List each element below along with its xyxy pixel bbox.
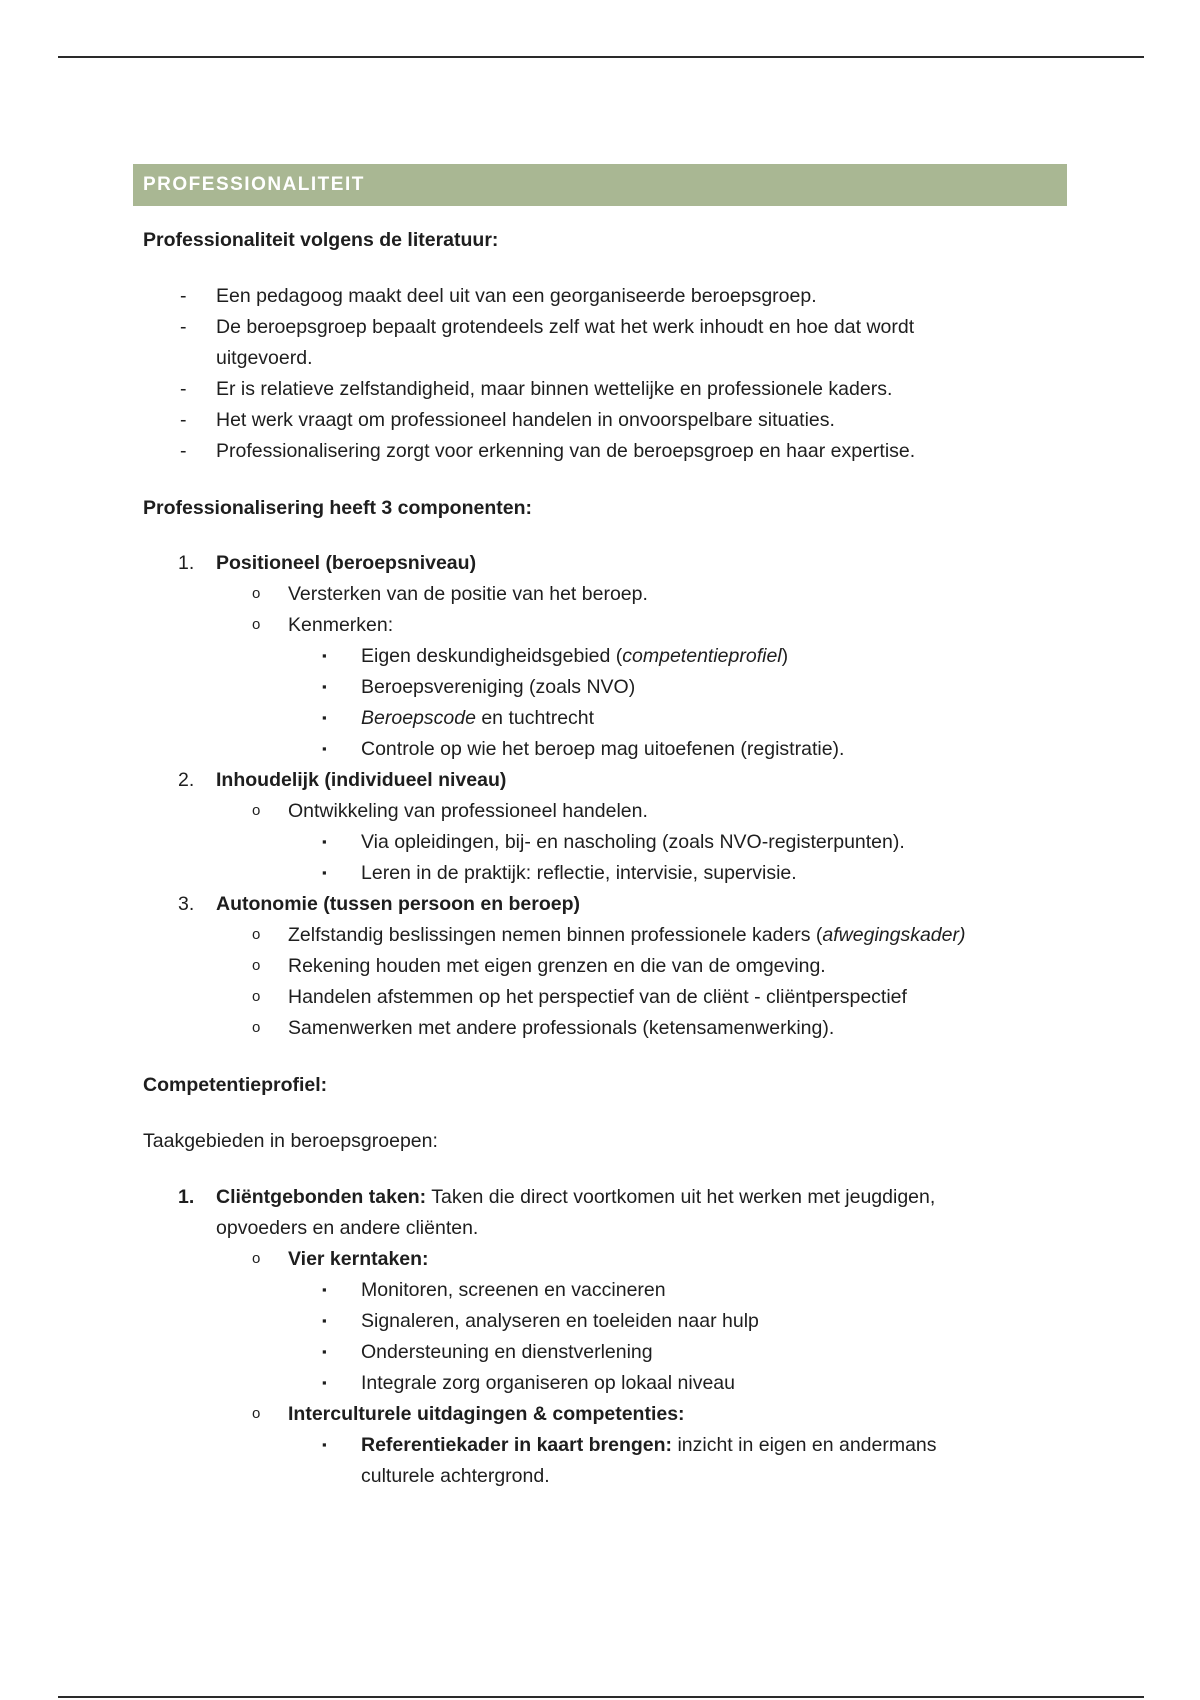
literature-item: Professionalisering zorgt voor erkenning van de beroepsgroep en haar expertise. bbox=[216, 440, 916, 462]
square-bullet: ▪ bbox=[322, 865, 327, 880]
referentiekader-item: Referentiekader in kaart brengen: inzicht in eigen en andermans bbox=[361, 1434, 937, 1456]
dash-bullet: - bbox=[180, 409, 187, 431]
kerntaak-item: Signaleren, analyseren en toeleiden naar hulp bbox=[361, 1310, 759, 1332]
component-subitem: Ontwikkeling van professioneel handelen. bbox=[288, 800, 648, 822]
literature-item: Het werk vraagt om professioneel handelen in onvoorspelbare situaties. bbox=[216, 409, 835, 431]
list-number: 1. bbox=[178, 1186, 195, 1208]
kerntaak-item: Monitoren, screenen en vaccineren bbox=[361, 1279, 666, 1301]
component-title-autonomie: Autonomie (tussen persoon en beroep) bbox=[216, 893, 581, 915]
taakgebied-item: Cliëntgebonden taken: Taken die direct voortkomen uit het werken met jeugdigen, bbox=[216, 1186, 936, 1208]
page-top-rule bbox=[58, 56, 1144, 58]
heading-competentieprofiel: Competentieprofiel: bbox=[143, 1074, 328, 1096]
square-bullet: ▪ bbox=[322, 1313, 327, 1328]
circle-bullet: o bbox=[252, 585, 261, 602]
heading-components: Professionalisering heeft 3 componenten: bbox=[143, 497, 532, 519]
development-item: Via opleidingen, bij- en nascholing (zoals NVO-registerpunten). bbox=[361, 831, 905, 853]
literature-item: Er is relatieve zelfstandigheid, maar binnen wettelijke en professionele kaders. bbox=[216, 378, 893, 400]
square-bullet: ▪ bbox=[322, 1344, 327, 1359]
autonomy-item: Rekening houden met eigen grenzen en die van de omgeving. bbox=[288, 955, 826, 977]
square-bullet: ▪ bbox=[322, 1282, 327, 1297]
kerntaken-title: Vier kerntaken: bbox=[288, 1248, 429, 1270]
square-bullet: ▪ bbox=[322, 834, 327, 849]
referentiekader-item-continuation: culturele achtergrond. bbox=[361, 1465, 550, 1487]
component-subitem: Versterken van de positie van het beroep. bbox=[288, 583, 648, 605]
dash-bullet: - bbox=[180, 285, 187, 307]
development-item: Leren in de praktijk: reflectie, intervisie, supervisie. bbox=[361, 862, 797, 884]
heading-literature: Professionaliteit volgens de literatuur: bbox=[143, 229, 499, 251]
circle-bullet: o bbox=[252, 957, 261, 974]
square-bullet: ▪ bbox=[322, 1437, 327, 1452]
dash-bullet: - bbox=[180, 316, 187, 338]
page-bottom-rule bbox=[58, 1696, 1144, 1698]
intercultureel-title: Interculturele uitdagingen & competenties: bbox=[288, 1403, 685, 1425]
autonomy-item: Zelfstandig beslissingen nemen binnen professionele kaders (afwegingskader) bbox=[288, 924, 966, 946]
circle-bullet: o bbox=[252, 988, 261, 1005]
component-title-positioneel: Positioneel (beroepsniveau) bbox=[216, 552, 477, 574]
kenmerk-item: Eigen deskundigheidsgebied (competentieprofiel) bbox=[361, 645, 789, 667]
square-bullet: ▪ bbox=[322, 679, 327, 694]
list-number: 3. bbox=[178, 893, 195, 915]
dash-bullet: - bbox=[180, 378, 187, 400]
dash-bullet: - bbox=[180, 440, 187, 462]
kenmerk-item: Beroepsvereniging (zoals NVO) bbox=[361, 676, 636, 698]
literature-item-continuation: uitgevoerd. bbox=[216, 347, 313, 369]
literature-item: De beroepsgroep bepaalt grotendeels zelf wat het werk inhoudt en hoe dat wordt bbox=[216, 316, 915, 338]
autonomy-item: Handelen afstemmen op het perspectief van de cliënt - cliëntperspectief bbox=[288, 986, 907, 1008]
kerntaak-item: Integrale zorg organiseren op lokaal niveau bbox=[361, 1372, 735, 1394]
circle-bullet: o bbox=[252, 1019, 261, 1036]
taakgebied-item-continuation: opvoeders en andere cliënten. bbox=[216, 1217, 479, 1239]
circle-bullet: o bbox=[252, 926, 261, 943]
taakgebieden-intro: Taakgebieden in beroepsgroepen: bbox=[143, 1130, 438, 1152]
component-subitem: Kenmerken: bbox=[288, 614, 394, 636]
autonomy-item: Samenwerken met andere professionals (ketensamenwerking). bbox=[288, 1017, 835, 1039]
literature-item: Een pedagoog maakt deel uit van een georganiseerde beroepsgroep. bbox=[216, 285, 817, 307]
section-title-band: PROFESSIONALITEIT bbox=[133, 164, 1067, 206]
square-bullet: ▪ bbox=[322, 1375, 327, 1390]
circle-bullet: o bbox=[252, 616, 261, 633]
kenmerk-item: Beroepscode en tuchtrecht bbox=[361, 707, 595, 729]
square-bullet: ▪ bbox=[322, 710, 327, 725]
list-number: 2. bbox=[178, 769, 195, 791]
list-number: 1. bbox=[178, 552, 195, 574]
square-bullet: ▪ bbox=[322, 648, 327, 663]
circle-bullet: o bbox=[252, 1250, 261, 1267]
circle-bullet: o bbox=[252, 802, 261, 819]
kerntaak-item: Ondersteuning en dienstverlening bbox=[361, 1341, 653, 1363]
component-title-inhoudelijk: Inhoudelijk (individueel niveau) bbox=[216, 769, 507, 791]
circle-bullet: o bbox=[252, 1405, 261, 1422]
square-bullet: ▪ bbox=[322, 741, 327, 756]
kenmerk-item: Controle op wie het beroep mag uitoefenen (registratie). bbox=[361, 738, 845, 760]
